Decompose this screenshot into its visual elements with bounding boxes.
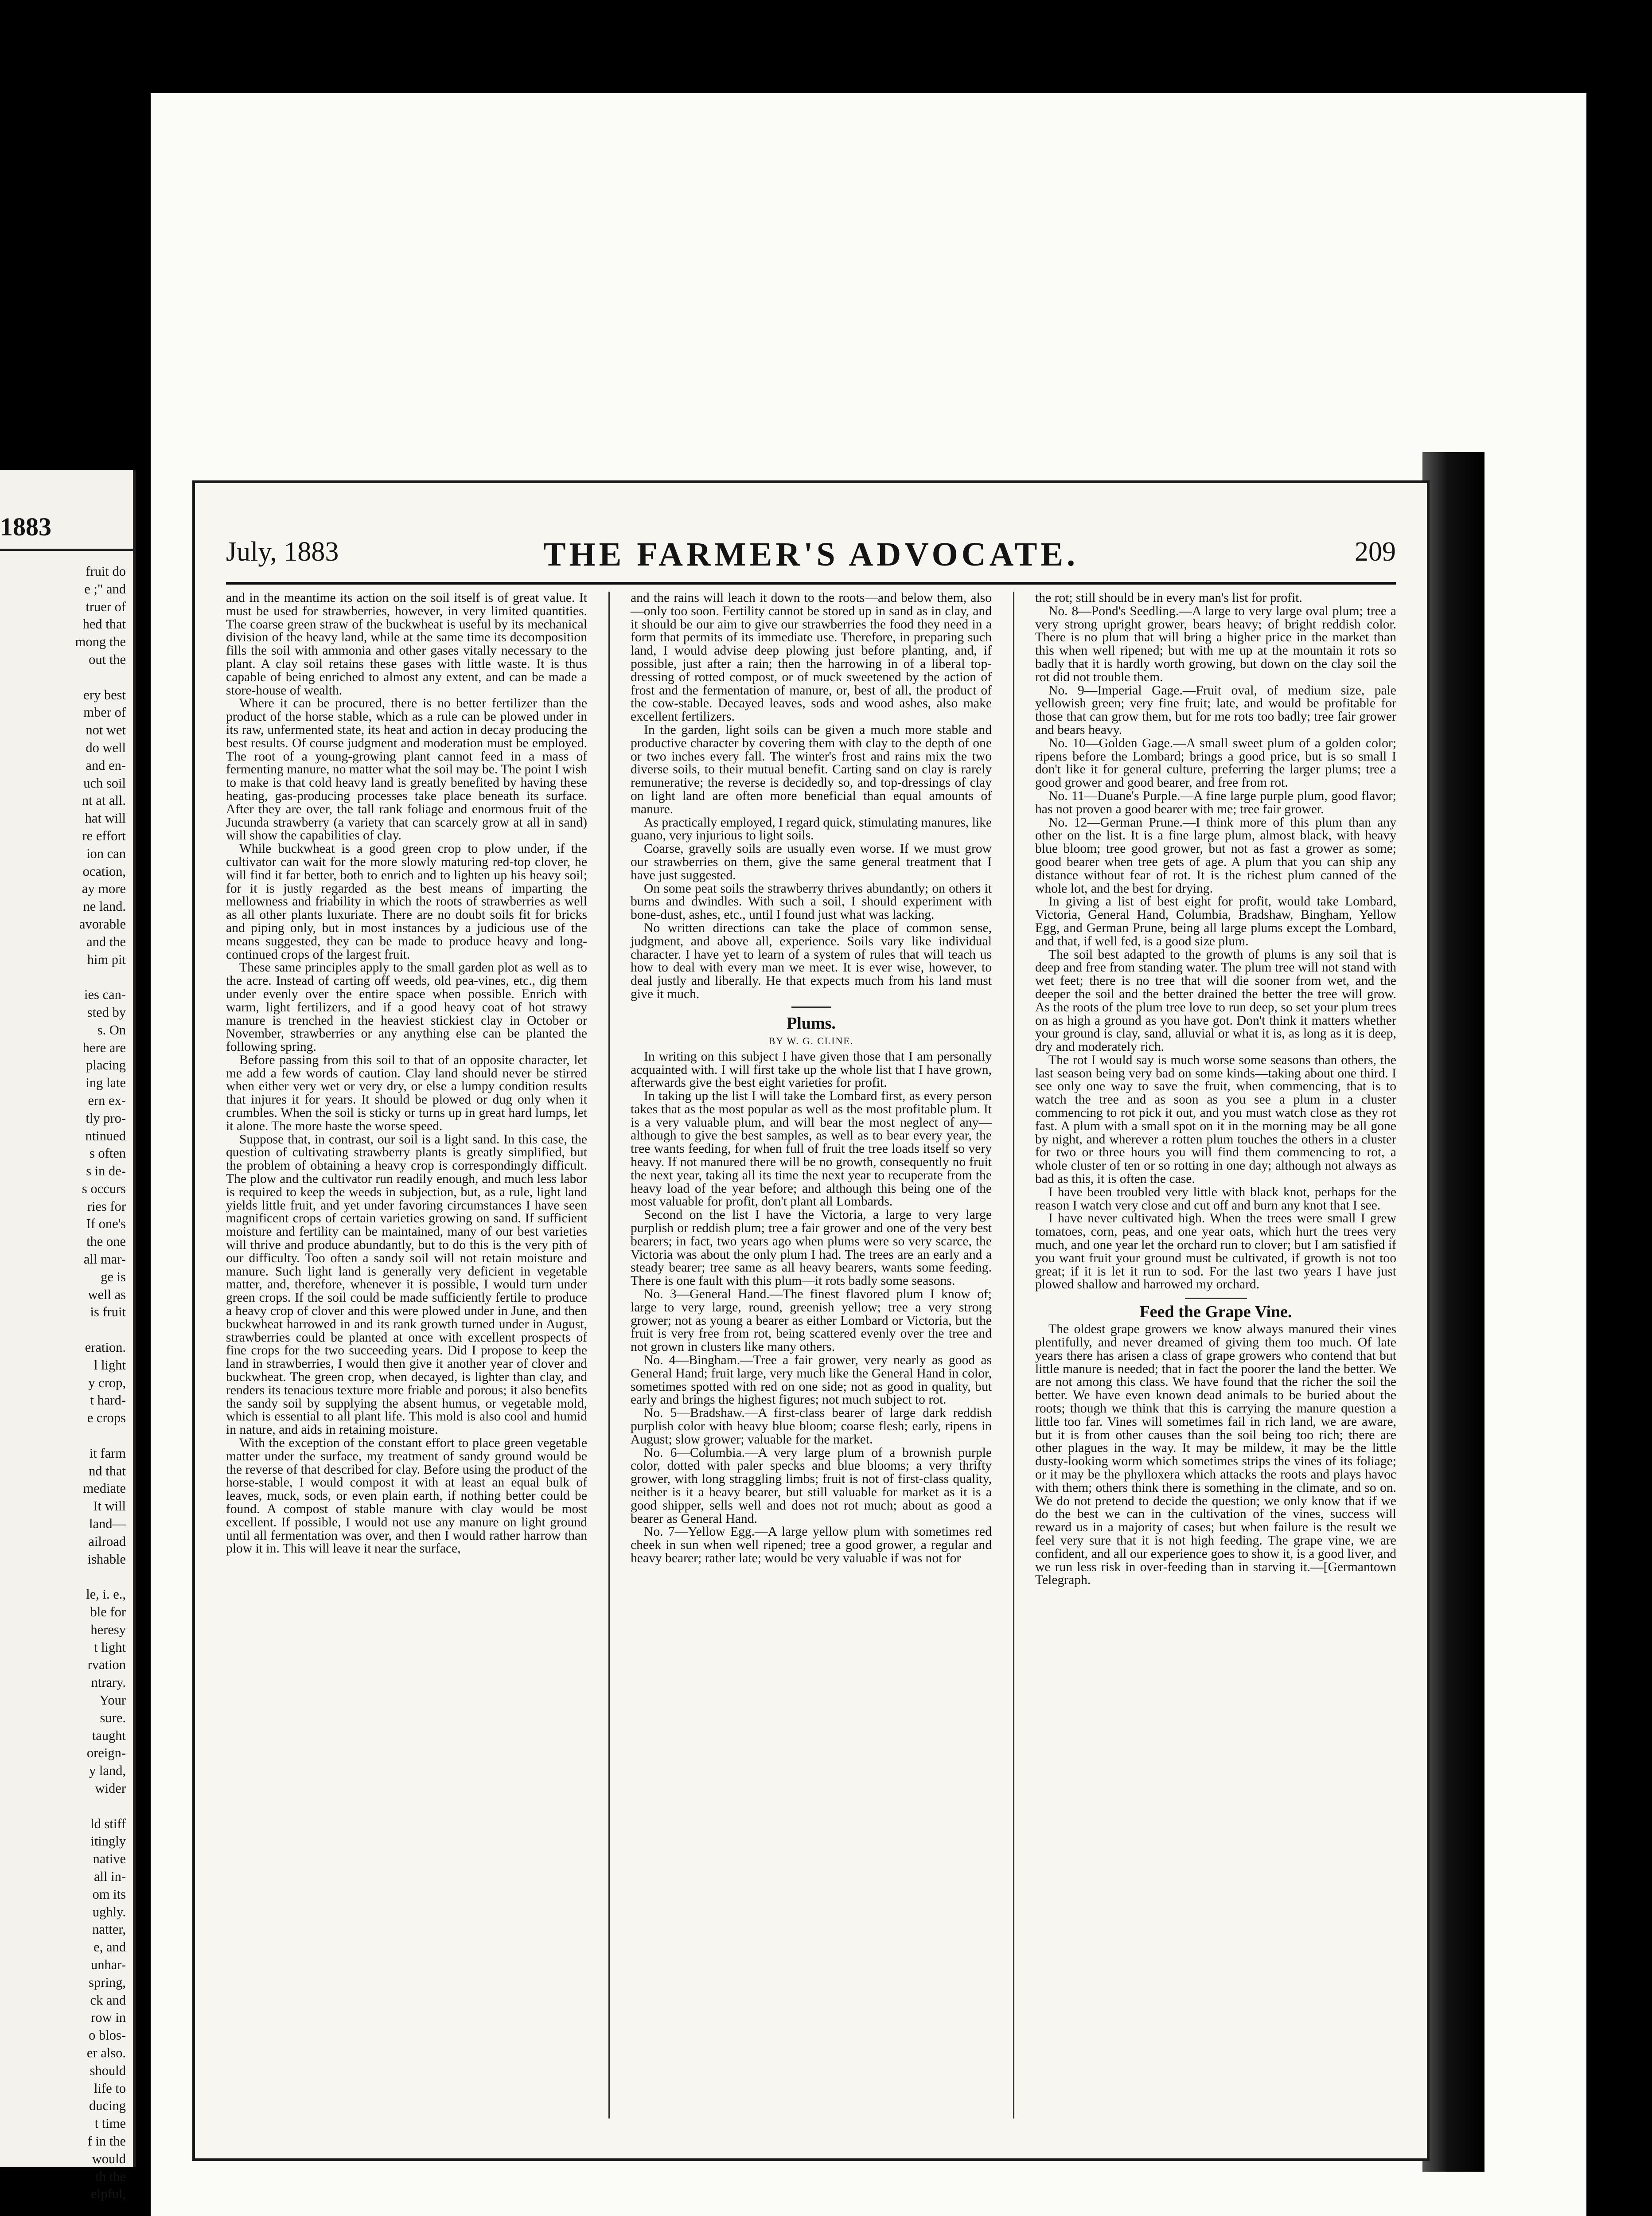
paragraph: No. 12—German Prune.—I think more of this plum than any other on the list. It is a fine large plum, almost black, with heavy blue bloom; tree good grower, but not as fast a grower as some; good bearer when tree gets of age. A plum that you can ship any distance without fear of rot. It is the richest plum canned of the whole lot, and the best for drying. (1035, 815, 1396, 896)
paragraph: With the exception of the constant effort to place green vegetable matter under the surface, my treatment of sandy ground would be the reverse of that described for clay. Before using the product of the horse-stable, I would compost it with at least an equal bulk of leaves, muck, sods, or even plain earth, if nothing better could be found. A compost of stable manure with clay would be most excellent. If possible, I would not use any manure on light ground until all fermentation was over, and then I would rather harrow than plow it in. This will leave it near the surface, (226, 1436, 587, 1556)
previous-page-line (6, 1321, 126, 1339)
paragraph: Suppose that, in contrast, our soil is a light sand. In this case, the question of cultivating strawberry plants is greatly simplified, but the problem of obtaining a heavy crop is correspondingly difficult. The plow and the cultivator run readily enough, and much less labor is required to keep the weeds in subjection, but, as a rule, light land yields little fruit, and yet under favoring circumstances I have seen magnificent crops of certain varieties growing on sand. If sufficient moisture and fertility can be maintained, many of our best varieties will thrive and produce abundantly, but to do this is the very pith of our difficulty. Too often a sandy soil will not retain moisture and manure. Such light land is generally very deficient in vegetable matter, and, therefore, whenever it is possible, I would turn under green crops. If the soil could be made sufficiently fertile to produce a heavy crop of clover and this were plowed under in June, and then buckwheat harrowed in and its rank growth turned under in August, strawberries could be planted at once with excellent prospects of fine crops for the two succeeding years. Did I propose to keep the land in strawberries, I would then give it another year of clover and buckwheat. The green crop, when decayed, is lighter than clay, and renders its tenacious texture more friable and porous; it also benefits the sandy soil by supplying the absent humus, or vegetable mold, which is essential to all plant life. This mold is also cool and humid in nature, and aids in retaining moisture. (226, 1132, 587, 1437)
paragraph: No. 9—Imperial Gage.—Fruit oval, of medium size, pale yellowish green; very fine fruit; late, and would be profitable for those that can grow them, but for me rots too badly; tree fair grower and bears heavy. (1035, 683, 1396, 737)
previous-page-line: e crops (87, 1410, 126, 1426)
previous-page-line: land— (89, 1516, 126, 1532)
previous-page-line: ion can (86, 846, 126, 861)
paragraph: I have never cultivated high. When the trees were small I grew tomatoes, corn, peas, and one year oats, which hurt the trees very much, and one year let the orchard run to clover; but I am satisfied if you want fruit your ground must be cultivated, if growth is not too great; if it is let it run to sod. For the last two years I have just plowed shallow and harrowed my orchard. (1035, 1211, 1396, 1292)
previous-page-line: ern ex- (88, 1092, 126, 1108)
issue-date: July, 1883 (226, 537, 339, 567)
previous-page-line: om its (92, 1886, 126, 1902)
previous-page-line: life to (94, 2080, 126, 2096)
paragraph: No written directions can take the place of common sense, judgment, and above all, experience. Soils vary like individual character. I have yet to learn of a system of rules that will teach us how to deal with every man we meet. It is ever wise, however, to deal justly and liberally. He that expects much from his land must give it much. (631, 921, 992, 1001)
previous-page-line: avorable (79, 916, 126, 932)
previous-page-line: elpful, (91, 2186, 126, 2202)
previous-page-line (6, 968, 126, 986)
previous-page-line: unhar- (91, 1957, 126, 1972)
column-1 (226, 592, 587, 2130)
paragraph: No. 3—General Hand.—The finest flavored plum I know of; large to very large, round, greenish yellow; tree a very strong grower; not as young a bearer as either Lombard or Victoria, but the fruit is very free from rot, being scattered evenly over the tree and not grown in clusters like many others. (631, 1287, 992, 1354)
newspaper-page (195, 483, 1427, 2158)
previous-page-line: mong the (75, 634, 126, 650)
paragraph: As practically employed, I regard quick, stimulating manures, like guano, very injurious to light soils. (631, 815, 992, 843)
previous-page-line: f in the (87, 2133, 126, 2149)
previous-page-line: Your (99, 1693, 126, 1708)
previous-page-line: do well (86, 740, 126, 755)
previous-page-line: should (90, 2063, 126, 2078)
previous-page-line: hed that (82, 616, 126, 632)
column-divider (1013, 592, 1014, 2118)
previous-page-line: mediate (83, 1481, 126, 1496)
previous-page-line: native (93, 1851, 126, 1867)
binding-shadow (1422, 452, 1484, 2172)
previous-page-line: him pit (87, 952, 126, 967)
previous-page-line: s often (89, 1146, 126, 1161)
paragraph: Coarse, gravelly soils are usually even worse. If we must grow our strawberries on them, give the same general treatment that I have just suggested. (631, 842, 992, 882)
article-text (226, 592, 587, 1556)
previous-page-line: out the (89, 652, 126, 667)
previous-page-line: y crop, (88, 1375, 126, 1390)
previous-page-line: heresy (90, 1622, 126, 1637)
previous-page-line: ntinued (85, 1128, 126, 1143)
paragraph: In writing on this subject I have given those that I am personally acquainted with. I will first take up the whole list that I have grown, afterwards give the best eight varieties for profit. (631, 1049, 992, 1090)
article-heading-grape: Feed the Grape Vine. (1139, 1303, 1292, 1322)
previous-page-line: sted by (87, 1004, 126, 1020)
previous-page-text (6, 563, 126, 2203)
article-text (1035, 592, 1396, 1291)
previous-page-line: e, and (94, 1939, 126, 1955)
paragraph: On some peat soils the strawberry thrives abundantly; on others it burns and dwindles. With such a soil, I should experiment with bone-dust, ashes, etc., until I found just what was lacking. (631, 881, 992, 922)
previous-page-line: t time (94, 2116, 126, 2131)
previous-page-line: ay more (82, 881, 126, 897)
previous-page-line: y land, (89, 1763, 126, 1779)
previous-page-line: is fruit (90, 1304, 126, 1320)
previous-page-line: tly pro- (86, 1110, 126, 1126)
previous-page-line: well as (88, 1287, 126, 1302)
previous-page-line: t hard- (90, 1393, 126, 1408)
previous-page-line: not wet (86, 722, 126, 738)
paragraph: Where it can be procured, there is no better fertilizer than the product of the horse stable, which as a rule can be plowed under in its raw, unfermented state, its heat and action in decay producing the best results. Of course judgment and moderation must be employed. The root of a young-growing plant cannot feed in a mass of fermenting manure, no matter what the soil may be. The point I wish to make is that cold heavy land is greatly benefited by having these heating, gas-producing processes take place beneath its surface. After they are over, the tall rank foliage and enormous fruit of the Jucunda strawberry (a variety that can scarcely grow at all in sand) will show the capabilities of clay. (226, 696, 587, 843)
previous-page-line: re effort (82, 828, 126, 843)
column-3 (1035, 592, 1396, 2130)
page-number: 209 (1355, 537, 1396, 567)
previous-page-line: ck and (90, 1992, 126, 2008)
previous-page-line: t light (94, 1639, 126, 1655)
paragraph: and in the meantime its action on the soil itself is of great value. It must be used for strawberries, however, in very limited quantities. The coarse green straw of the buckwheat is useful by its mechanical division of the heavy land, while at the same time its decomposition fills the soil with ammonia and other gases vitally necessary to the plant. A clay soil retains these gases with little waste. It is thus capable of being enriched to almost any extent, and can be made a store-house of wealth. (226, 591, 587, 698)
masthead (226, 527, 1396, 581)
paragraph: The oldest grape growers we know always manured their vines plentifully, and never dreamed of giving them too much. Of late years there has arisen a class of grape growers who contend that but little manure is needed; that in fact the poorer the land the better. We are not among this class. We have found that the richer the soil the better. We have even known dead animals to be buried about the roots; though we think that this is carrying the manure question a little too far. Vines will sometimes fail in rich land, we are aware, but it is from other causes than the soil being too rich; there are other plagues in the way. It may be mildew, it may be the little dusty-looking worm which sometimes strips the vines of its foliage; or it may be the phylloxera which attacks the roots and plays havoc with them; others think there is something in the climate, and so on. We do not pretend to decide the question; we only know that if we do the best we can in the cultivation of the vines, success will reward us in a majority of cases; but when failure is the result we feel very sure that it is not high feeding. The grape vine, we are confident, and all our experience goes to show it, is a good liver, and we run less risk in over-feeding than in starving it.—[Germantown Telegraph. (1035, 1322, 1396, 1588)
previous-page-line: ailroad (88, 1533, 126, 1549)
previous-page-line (6, 669, 126, 687)
paragraph: No. 8—Pond's Seedling.—A large to very large oval plum; tree a very strong upright grower, bears heavy; of bright reddish color. There is no plum that will bring a higher price in the market than this when well ripened; but with me up at the mountain it rots so badly that it is hardly worth growing, but down on the clay soil the rot did not trouble them. (1035, 604, 1396, 684)
paragraph: In taking up the list I will take the Lombard first, as every person takes that as the most popular as well as the most profitable plum. It is a very valuable plum, and will bear the most neglect of any—although to give the best samples, as well as to bear every year, the tree wants feeding, for when full of fruit the tree loads itself so very heavy. If not manured there will be no growth, consequently no fruit the next year, taking all its time the next year to recuperate from the heavy load of the year before; and although this being one of the most valuable for profit, don't plant all Lombards. (631, 1089, 992, 1209)
previous-page-line (6, 1568, 126, 1586)
previous-page-line: spring, (89, 1974, 126, 1990)
previous-page-line: the one (86, 1234, 126, 1249)
previous-page-line: s in de- (86, 1163, 126, 1179)
paragraph: No. 7—Yellow Egg.—A large yellow plum with sometimes red cheek in sun when well ripened; tree a good grower, a regular and heavy bearer; rather late; would be very valuable if was not for (631, 1525, 992, 1565)
previous-page-line: ducing (89, 2098, 126, 2114)
paragraph: Before passing from this soil to that of an opposite character, let me add a few words of caution. Clay land should never be stirred when either very wet or very dry, or else a lumpy condition results that injures it for years. It should be plowed or dug only when it crumbles. When the soil is sticky or turns up in great hard lumps, let it alone. The more haste the worse speed. (226, 1053, 587, 1133)
previous-page-line: sure. (100, 1710, 126, 1725)
previous-page-line: ing late (86, 1075, 126, 1091)
publication-title: THE FARMER'S ADVOCATE. (543, 536, 1079, 573)
previous-page-line: truer of (86, 599, 126, 614)
previous-page-line: o blos- (89, 2028, 126, 2043)
paragraph: These same principles apply to the small garden plot as well as to the acre. Instead of carting off weeds, old pea-vines, etc., dig them under evenly over the entire space when possible. Enrich with warm, light fertilizers, and if a good heavy coat of hot strawy manure is trenched in the heaviest stickiest clay in October or November, strawberries or any anything else can be planted the following spring. (226, 960, 587, 1054)
previous-page-line (6, 1427, 126, 1445)
paragraph: While buckwheat is a good green crop to plow under, if the cultivator can wait for the more slowly maturing red-top clover, he will find it far better, both to enrich and to lighten up his heavy soil; for it is justly regarded as the best means of imparting the mellowness and friability in which the roots of strawberries as well as all other plants luxuriate. There are no doubt soils fit for bricks and piping only, but in most instances by a judicious use of the means suggested, they can be made to produce heavy and long-continued crops of the largest fruit. (226, 842, 587, 962)
previous-page-line: ries for (87, 1198, 126, 1214)
column-2 (631, 592, 992, 2130)
paragraph: In giving a list of best eight for profit, would take Lombard, Victoria, General Hand, Columbia, Bradshaw, Bingham, Yellow Egg, and German Prune, being all large plums except the Lombard, and that, if well fed, is a good size plum. (1035, 894, 1396, 948)
previous-page-line: ishable (87, 1551, 126, 1567)
previous-page-line: oreign- (86, 1745, 126, 1761)
paragraph: No. 6—Columbia.—A very large plum of a brownish purple color, dotted with paler specks and blue blooms; a very thrifty grower, with long straggling limbs; fruit is not of first-class quality, neither is it a heavy bearer, but still valuable for market as it is a good shipper, sells well and does not rot much; about as good a bearer as General Hand. (631, 1445, 992, 1526)
previous-page-line: natter, (92, 1922, 126, 1937)
previous-page-line: wider (95, 1780, 126, 1796)
article-text (631, 592, 992, 1001)
previous-page-line: ge is (101, 1269, 126, 1284)
previous-page-line: ble for (90, 1604, 126, 1620)
previous-page-line: th the (95, 2169, 126, 2184)
previous-page-line: eration. (85, 1340, 126, 1355)
previous-page-line: and the (86, 934, 126, 949)
previous-page-line: l light (94, 1357, 126, 1373)
previous-page-line: and en- (86, 757, 126, 773)
paragraph: No. 5—Bradshaw.—A first-class bearer of large dark reddish purplish color with heavy blue bloom; coarse flesh; early, ripens in August; slow grower; valuable for the market. (631, 1406, 992, 1447)
previous-page-line: ntrary. (91, 1675, 126, 1690)
previous-page-line (6, 1798, 126, 1815)
previous-page-line: le, i. e., (86, 1587, 126, 1602)
previous-page-line: fruit do (86, 564, 126, 579)
previous-page-edge (0, 470, 136, 2202)
previous-page-line: would (92, 2151, 126, 2166)
previous-page-line: er also. (86, 2045, 126, 2060)
previous-page-line: here are (82, 1040, 126, 1055)
previous-page-rule (0, 549, 133, 551)
scan-border (0, 0, 1652, 93)
previous-page-line: ies can- (84, 987, 126, 1003)
previous-page-line: e ;" and (84, 581, 126, 597)
previous-page-line: nd that (89, 1463, 126, 1479)
previous-page-line: ery best (83, 687, 126, 702)
paragraph: and the rains will leach it down to the roots—and below them, also—only too soon. Fertility cannot be stored up in sand as in clay, and it should be our aim to give our strawberries the food they need in a form that permits of its immediate use. Therefore, in preparing such land, I would advise deep plowing just before planting, and, if possible, just after a rain; then the harrowing in of a liberal top-dressing of rotted compost, or of muck sweetened by the action of frost and the fermentation of manure, or, best of all, the product of the cow-stable. Decayed leaves, sods and wood ashes, also make excellent fertilizers. (631, 591, 992, 724)
previous-page-line: mber of (83, 705, 126, 720)
previous-page-line: ne land. (83, 899, 126, 914)
paragraph: the rot; still should be in every man's list for profit. (1035, 591, 1302, 605)
previous-page-line: uch soil (83, 775, 126, 791)
previous-page-line: it farm (89, 1445, 126, 1461)
article-heading-plums: Plums. (787, 1014, 836, 1033)
previous-page-line: all mar- (83, 1252, 126, 1267)
paragraph: No. 11—Duane's Purple.—A fine large purple plum, good flavor; has not proven a good bearer with me; tree fair grower. (1035, 788, 1396, 816)
paragraph: Second on the list I have the Victoria, a large to very large purplish or reddish plum; tree a fair grower and one of the very best bearers; in fact, two years ago when plums were so very scarce, the Victoria was about the only plum I had. The trees are an early and a steady bearer; tree same as all heavy bearers, wants some feeding. There is one fault with this plum—it rots badly some seasons. (631, 1208, 992, 1288)
paragraph: The rot I would say is much worse some seasons than others, the last season being very bad on some kinds—taking about one third. I see only one way to save the fruit, when commencing, that is to watch the tree and as soon as you see a plum in a cluster commencing to rot pick it out, and you must watch close as they rot fast. A plum with a small spot on it in the morning may be all gone by night, and wherever a rotten plum touches the others in a cluster for two or three hours you will find them commencing to rot, a whole cluster of ten or so rotting in one day; although not always as bad as this, it is often the case. (1035, 1053, 1396, 1186)
paragraph: No. 4—Bingham.—Tree a fair grower, very nearly as good as General Hand; fruit large, very much like the General Hand in color, sometimes spotted with red on one side; not as good in quality, but early and brings the highest figures; not much subject to rot. (631, 1353, 992, 1407)
previous-page-line: all in- (94, 1869, 126, 1884)
previous-page-header: 1883 (0, 512, 51, 541)
article-text (1035, 1323, 1396, 1587)
previous-page-line: ocation, (82, 863, 126, 879)
masthead-rule (226, 582, 1396, 585)
article-separator (791, 1007, 831, 1008)
previous-page-line: s occurs (82, 1181, 126, 1196)
article-byline: BY W. G. CLINE. (768, 1035, 854, 1046)
column-divider (608, 592, 610, 2118)
paragraph: No. 10—Golden Gage.—A small sweet plum of a golden color; ripens before the Lombard; brings a good price, but is so small I don't like it for general culture, preferring the larger plums; tree a good grower and good bearer, and free from rot. (1035, 736, 1396, 790)
previous-page-line: ld stiff (90, 1816, 126, 1831)
previous-page-line: rvation (87, 1657, 126, 1673)
previous-page-line: hat will (85, 811, 126, 826)
previous-page-line: s. On (97, 1022, 126, 1038)
previous-page-line: nt at all. (82, 793, 126, 808)
paragraph: In the garden, light soils can be given a much more stable and productive character by covering them with clay to the depth of one or two inches every fall. The winter's frost and rains mix the two diverse soils, to their mutual benefit. Carting sand on clay is rarely remunerative; the reverse is decidedly so, and top-dressings of clay on light land are often more beneficial than equal amounts of manure. (631, 722, 992, 816)
previous-page-line: If one's (86, 1216, 126, 1232)
article-text (631, 1050, 992, 1565)
previous-page-line: itingly (90, 1834, 126, 1849)
paragraph: The soil best adapted to the growth of plums is any soil that is deep and free from standing water. The plum tree will not stand with wet feet; there is no tree that will die sooner from wet, and the deeper the soil and the better drained the better the tree will grow. As the roots of the plum tree love to run deep, so set your plum trees on as high a ground as you have got. Don't think it matters whether your ground is clay, sand, alluvial or what it is, as long as it is deep, dry and moderately rich. (1035, 947, 1396, 1054)
previous-page-line: row in (91, 2010, 126, 2025)
previous-page-line: It will (93, 1498, 126, 1514)
previous-page-line: ughly. (92, 1904, 126, 1919)
article-separator (1185, 1298, 1247, 1299)
paragraph: I have been troubled very little with black knot, perhaps for the reason I watch very close and cut off and burn any knot that I see. (1035, 1185, 1396, 1213)
previous-page-line: taught (92, 1728, 126, 1743)
previous-page-line: placing (86, 1057, 126, 1073)
